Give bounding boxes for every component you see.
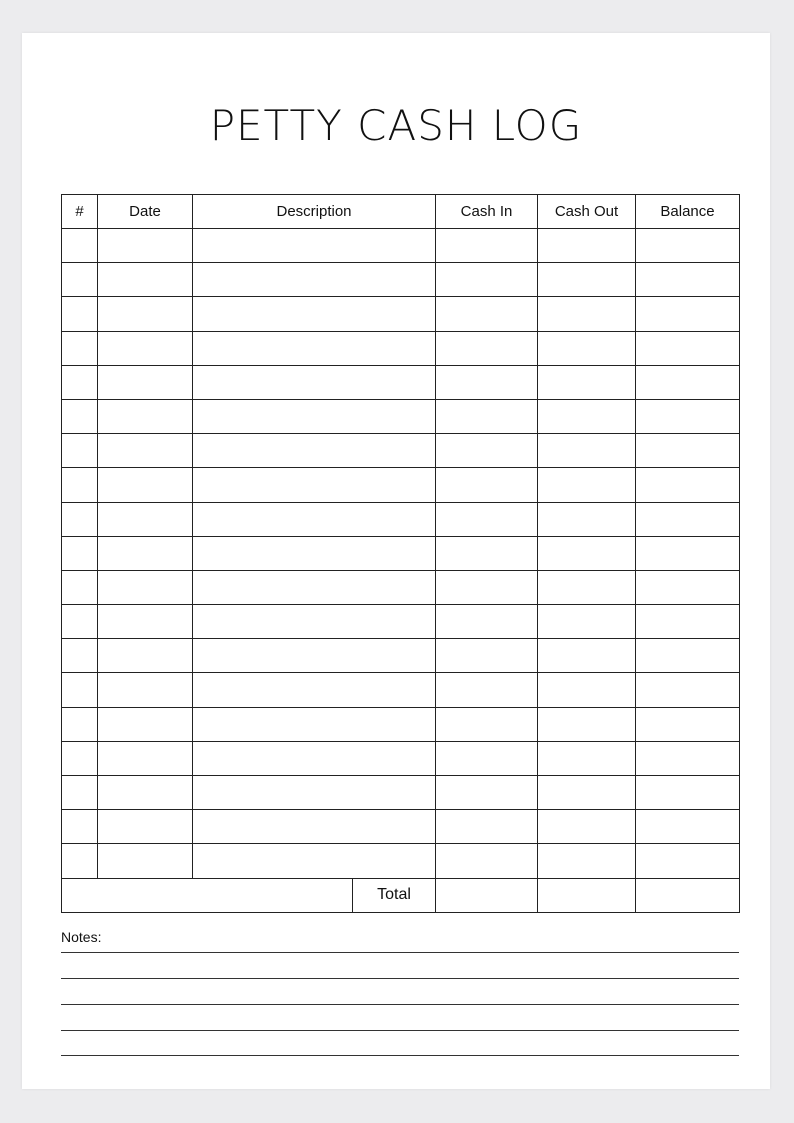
cell-date[interactable] [98, 229, 193, 263]
cell-balance[interactable] [636, 776, 740, 810]
column-header-balance: Balance [636, 195, 740, 229]
cell-cash-out[interactable] [538, 844, 636, 878]
cell-balance[interactable] [636, 263, 740, 297]
cell-balance[interactable] [636, 297, 740, 331]
cell-date[interactable] [98, 468, 193, 502]
cell-cash-out[interactable] [538, 570, 636, 604]
cell-number[interactable] [62, 468, 98, 502]
cell-number[interactable] [62, 639, 98, 673]
cell-balance[interactable] [636, 399, 740, 433]
cell-date[interactable] [98, 639, 193, 673]
cell-description[interactable] [193, 605, 436, 639]
table-row [62, 434, 740, 468]
column-header-date: Date [98, 195, 193, 229]
cell-date[interactable] [98, 502, 193, 536]
cell-cash-in[interactable] [436, 263, 538, 297]
cell-balance[interactable] [636, 502, 740, 536]
notes-line[interactable] [61, 978, 739, 979]
cell-cash-in[interactable] [436, 297, 538, 331]
cell-cash-out[interactable] [538, 229, 636, 263]
table-row [62, 707, 740, 741]
notes-line[interactable] [61, 1004, 739, 1005]
cell-description[interactable] [193, 331, 436, 365]
column-header-cash-in: Cash In [436, 195, 538, 229]
cell-description[interactable] [193, 844, 436, 878]
total-cash-in-cell[interactable] [436, 878, 538, 912]
cell-date[interactable] [98, 399, 193, 433]
cell-cash-out[interactable] [538, 502, 636, 536]
table-row [62, 399, 740, 433]
cell-description[interactable] [193, 434, 436, 468]
total-row-spacer [62, 878, 436, 912]
total-cash-out-cell[interactable] [538, 878, 636, 912]
total-balance-cell[interactable] [636, 878, 740, 912]
cell-description[interactable] [193, 741, 436, 775]
cell-cash-in[interactable] [436, 810, 538, 844]
notes-line[interactable] [61, 1030, 739, 1031]
cell-date[interactable] [98, 844, 193, 878]
page-title: PETTY CASH LOG [209, 101, 583, 150]
table-row [62, 536, 740, 570]
table-row [62, 468, 740, 502]
table-row [62, 331, 740, 365]
total-row [62, 878, 740, 912]
cell-date[interactable] [98, 331, 193, 365]
cell-cash-in[interactable] [436, 331, 538, 365]
total-blank-cell [62, 879, 352, 912]
cell-date[interactable] [98, 741, 193, 775]
cell-cash-out[interactable] [538, 810, 636, 844]
cell-cash-in[interactable] [436, 434, 538, 468]
cell-cash-in[interactable] [436, 229, 538, 263]
cell-date[interactable] [98, 263, 193, 297]
cell-cash-in[interactable] [436, 707, 538, 741]
cell-balance[interactable] [636, 673, 740, 707]
total-label: Total [352, 879, 435, 912]
cell-date[interactable] [98, 810, 193, 844]
cell-cash-in[interactable] [436, 741, 538, 775]
cell-description[interactable] [193, 297, 436, 331]
cell-date[interactable] [98, 570, 193, 604]
column-header-number: # [62, 195, 98, 229]
cell-number[interactable] [62, 434, 98, 468]
cell-description[interactable] [193, 707, 436, 741]
table-row [62, 776, 740, 810]
cell-cash-in[interactable] [436, 605, 538, 639]
cell-number[interactable] [62, 263, 98, 297]
cell-cash-in[interactable] [436, 844, 538, 878]
table-row [62, 229, 740, 263]
cell-number[interactable] [62, 331, 98, 365]
cell-number[interactable] [62, 502, 98, 536]
cell-cash-out[interactable] [538, 365, 636, 399]
cell-balance[interactable] [636, 639, 740, 673]
cell-description[interactable] [193, 468, 436, 502]
cell-cash-out[interactable] [538, 331, 636, 365]
cell-number[interactable] [62, 707, 98, 741]
cell-number[interactable] [62, 399, 98, 433]
table-row [62, 639, 740, 673]
notes-line[interactable] [61, 1055, 739, 1056]
cell-balance[interactable] [636, 331, 740, 365]
cell-number[interactable] [62, 365, 98, 399]
table-row [62, 263, 740, 297]
cell-cash-out[interactable] [538, 776, 636, 810]
table-row [62, 570, 740, 604]
cell-cash-in[interactable] [436, 502, 538, 536]
cell-date[interactable] [98, 707, 193, 741]
cell-cash-in[interactable] [436, 673, 538, 707]
table-row [62, 605, 740, 639]
notes-line[interactable] [61, 952, 739, 953]
cell-cash-in[interactable] [436, 468, 538, 502]
cell-cash-in[interactable] [436, 399, 538, 433]
cell-cash-out[interactable] [538, 399, 636, 433]
petty-cash-table [61, 194, 740, 913]
table-row [62, 741, 740, 775]
cell-number[interactable] [62, 844, 98, 878]
cell-description[interactable] [193, 570, 436, 604]
table-row [62, 844, 740, 878]
cell-cash-out[interactable] [538, 707, 636, 741]
cell-cash-out[interactable] [538, 673, 636, 707]
cell-number[interactable] [62, 741, 98, 775]
cell-number[interactable] [62, 776, 98, 810]
notes-section [61, 929, 739, 945]
cell-cash-out[interactable] [538, 468, 636, 502]
cell-balance[interactable] [636, 570, 740, 604]
cell-balance[interactable] [636, 844, 740, 878]
cell-description[interactable] [193, 263, 436, 297]
cell-date[interactable] [98, 434, 193, 468]
cell-description[interactable] [193, 776, 436, 810]
cell-cash-out[interactable] [538, 605, 636, 639]
table-row [62, 297, 740, 331]
table-row [62, 810, 740, 844]
cell-number[interactable] [62, 229, 98, 263]
cell-cash-in[interactable] [436, 570, 538, 604]
cell-description[interactable] [193, 365, 436, 399]
cell-cash-out[interactable] [538, 536, 636, 570]
cell-balance[interactable] [636, 536, 740, 570]
column-header-description: Description [193, 195, 436, 229]
cell-balance[interactable] [636, 365, 740, 399]
cell-balance[interactable] [636, 229, 740, 263]
cell-date[interactable] [98, 776, 193, 810]
cell-cash-in[interactable] [436, 365, 538, 399]
cell-balance[interactable] [636, 810, 740, 844]
cell-cash-in[interactable] [436, 639, 538, 673]
cell-balance[interactable] [636, 605, 740, 639]
cell-description[interactable] [193, 399, 436, 433]
cell-number[interactable] [62, 297, 98, 331]
column-header-cash-out: Cash Out [538, 195, 636, 229]
table-header-row [62, 195, 740, 229]
table-row [62, 502, 740, 536]
cell-date[interactable] [98, 673, 193, 707]
cell-date[interactable] [98, 605, 193, 639]
cell-number[interactable] [62, 810, 98, 844]
cell-date[interactable] [98, 297, 193, 331]
cell-cash-in[interactable] [436, 776, 538, 810]
table-row [62, 365, 740, 399]
document-page [22, 33, 770, 1089]
table-body [62, 229, 740, 879]
cell-cash-out[interactable] [538, 741, 636, 775]
cell-description[interactable] [193, 502, 436, 536]
cell-cash-out[interactable] [538, 263, 636, 297]
cell-balance[interactable] [636, 741, 740, 775]
cell-balance[interactable] [636, 434, 740, 468]
cell-description[interactable] [193, 673, 436, 707]
cell-balance[interactable] [636, 468, 740, 502]
cell-balance[interactable] [636, 707, 740, 741]
cell-number[interactable] [62, 673, 98, 707]
cell-number[interactable] [62, 605, 98, 639]
cell-cash-out[interactable] [538, 639, 636, 673]
cell-number[interactable] [62, 536, 98, 570]
cell-description[interactable] [193, 536, 436, 570]
cell-description[interactable] [193, 229, 436, 263]
notes-label: Notes: [61, 929, 102, 945]
cell-description[interactable] [193, 810, 436, 844]
cell-date[interactable] [98, 365, 193, 399]
cell-cash-out[interactable] [538, 297, 636, 331]
cell-number[interactable] [62, 570, 98, 604]
cell-cash-out[interactable] [538, 434, 636, 468]
table-row [62, 673, 740, 707]
cell-cash-in[interactable] [436, 536, 538, 570]
cell-description[interactable] [193, 639, 436, 673]
cell-date[interactable] [98, 536, 193, 570]
